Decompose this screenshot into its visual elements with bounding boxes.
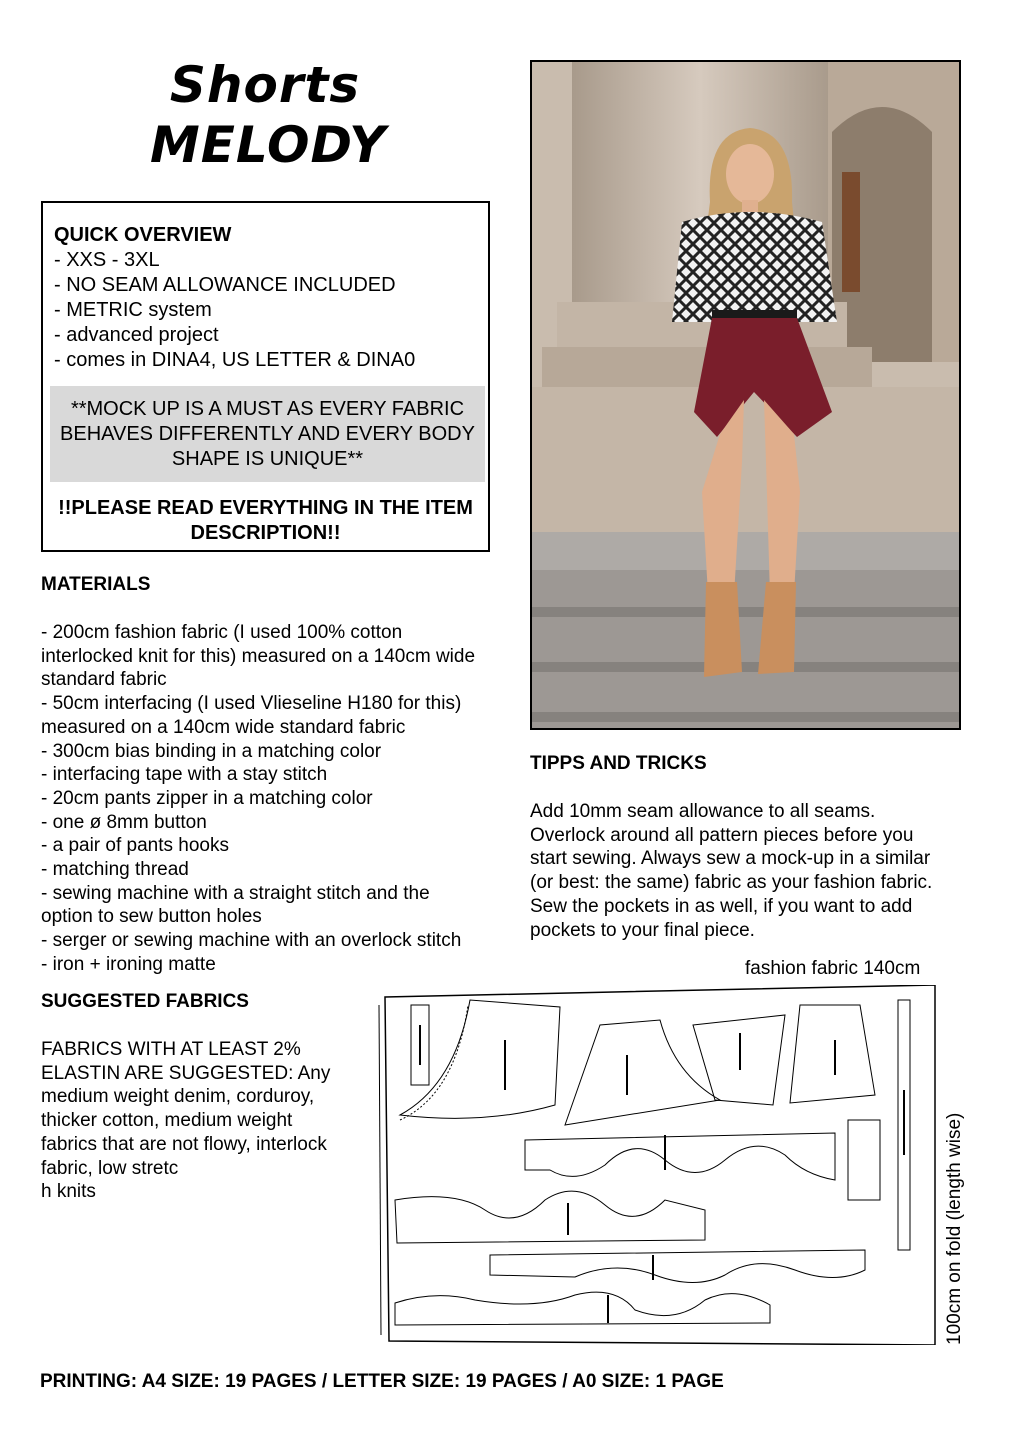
pattern-piece-front xyxy=(400,1000,560,1118)
pattern-piece-hem-facing-2 xyxy=(395,1191,705,1243)
pattern-title xyxy=(150,55,387,175)
model-photo xyxy=(530,60,961,730)
title-line-2: MELODY xyxy=(150,116,387,174)
overview-item: - comes in DINA4, US LETTER & DINA0 xyxy=(54,349,416,371)
materials-heading: MATERIALS xyxy=(41,574,151,595)
pattern-piece-hem-facing-1 xyxy=(525,1133,835,1180)
pattern-layout-diagram xyxy=(375,985,937,1345)
fabrics-heading: SUGGESTED FABRICS xyxy=(41,991,249,1012)
mockup-note: **MOCK UP IS A MUST AS EVERY FABRIC BEHAVES DIFFERENTLY AND EVERY BODY SHAPE IS UNIQUE** xyxy=(50,386,485,482)
fabrics-text: FABRICS WITH AT LEAST 2% ELASTIN ARE SUGGESTED: Any medium weight denim, corduroy, thicker cotton, medium weight fabrics that are not flowy, interlock fabric, low stretc h knits xyxy=(41,1039,331,1203)
overview-heading: QUICK OVERVIEW xyxy=(54,224,232,246)
fabric-width-label: fashion fabric 140cm xyxy=(745,958,921,979)
pattern-piece-hem-facing-3 xyxy=(490,1250,865,1283)
quick-overview-box xyxy=(41,201,490,552)
overview-item: - XXS - 3XL xyxy=(54,249,160,271)
overview-list xyxy=(54,223,415,373)
printing-info: PRINTING: A4 SIZE: 19 PAGES / LETTER SIZE: 19 PAGES / A0 SIZE: 1 PAGE xyxy=(40,1371,724,1392)
read-note: !!PLEASE READ EVERYTHING IN THE ITEM DESCRIPTION!! xyxy=(58,497,473,544)
title-line-1: Shorts xyxy=(169,56,361,114)
fabric-outline xyxy=(385,985,935,1345)
pattern-piece-yoke xyxy=(790,1005,875,1103)
pattern-piece-back xyxy=(565,1020,720,1125)
pattern-piece-tab xyxy=(848,1120,880,1200)
fabric-length-label: 100cm on fold (length wise) xyxy=(944,1112,965,1345)
materials-list: - 200cm fashion fabric (I used 100% cotton interlocked knit for this) measured on a 140cm wide standard fabric - 50cm interfacing (I used Vlieseline H180 for this) measured on a 140cm wide standard fabric - 300cm bias binding in a matching color - interfacing tape with a stay stitch - 20cm pants zipper in a matching color - one ø 8mm button - a pair of pants hooks - matching thread - sewing machine with a straight stitch and the option to sew button holes - serger or sewing machine with an overlock stitch - iron + ironing matte xyxy=(41,622,476,975)
overview-item: - advanced project xyxy=(54,324,219,346)
fabric-selvedge-line xyxy=(379,1005,381,1335)
overview-item: - NO SEAM ALLOWANCE INCLUDED xyxy=(54,274,396,296)
pattern-piece-hem-facing-4 xyxy=(395,1292,770,1325)
overview-item: - METRIC system xyxy=(54,299,212,321)
model-photo-illustration xyxy=(532,62,959,728)
tips-heading: TIPPS AND TRICKS xyxy=(530,753,707,774)
tips-text: Add 10mm seam allowance to all seams. Overlock around all pattern pieces before you start sewing. Always sew a mock-up in a similar (or best: the same) fabric as your fashion fabric. Sew the pockets in as well, if you want to add pockets to your final piece. xyxy=(530,801,933,941)
